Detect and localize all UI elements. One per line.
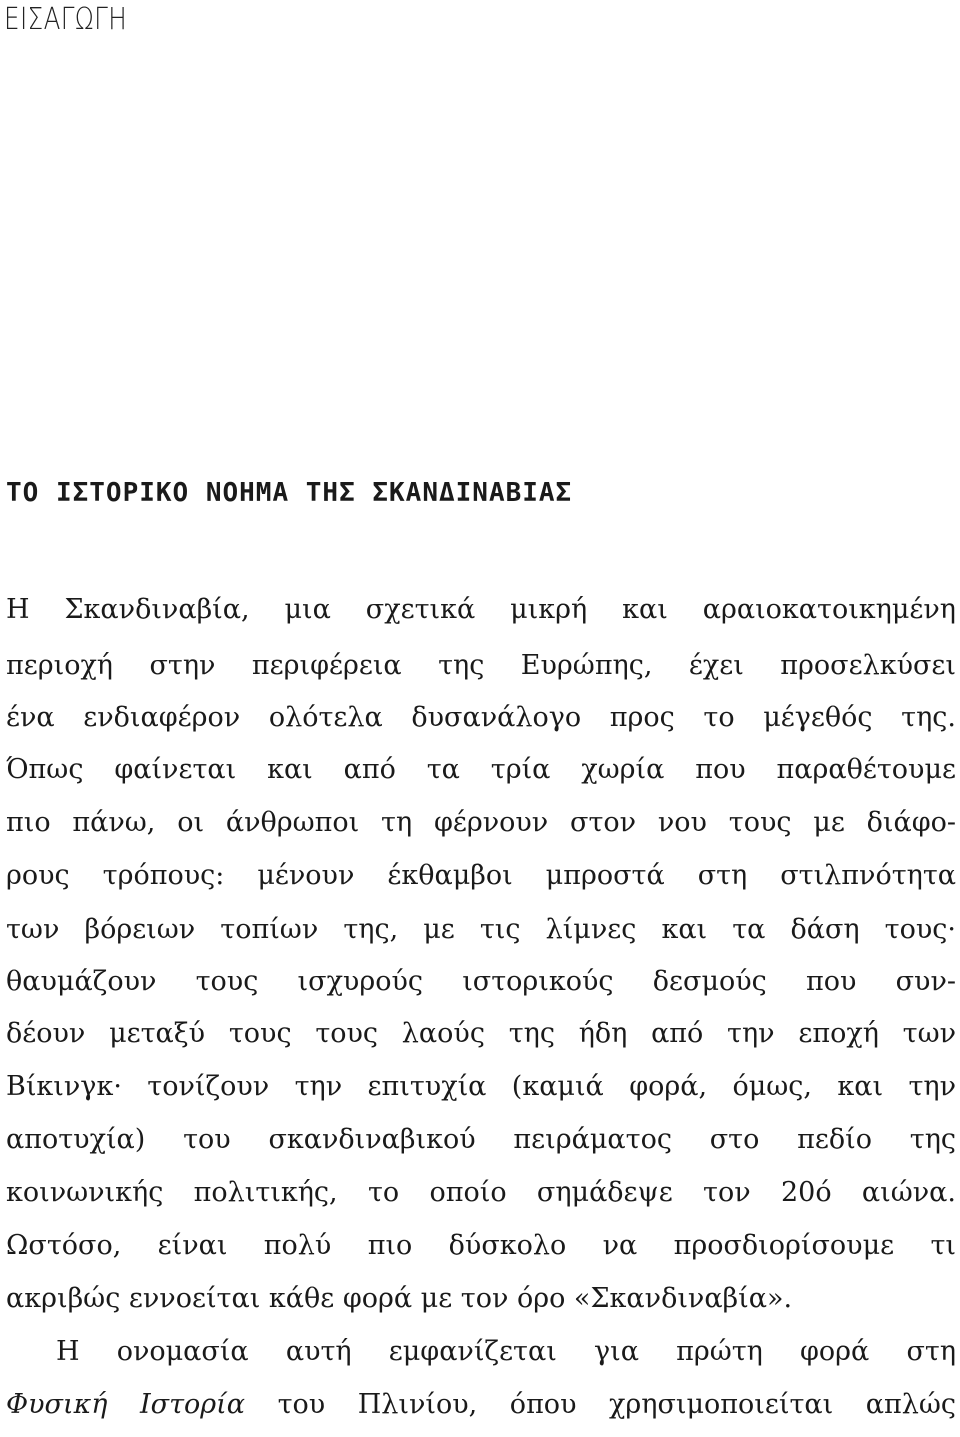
body-line: ρους τρόπους: μένουν έκθαμβοι μπροστά στη στιλπνότητα: [6, 860, 956, 891]
body-line-rest: του Πλινίου, όπου χρησιμοποιείται απλώς: [245, 1389, 956, 1420]
body-line: Ωστόσο, είναι πολύ πιο δύσκολο να προσδιορίσουμε τι: [6, 1230, 956, 1261]
body-line: ακριβώς εννοείται κάθε φορά με τον όρο «Σκανδιναβία».: [6, 1283, 793, 1314]
body-line-last: [6, 1385, 956, 1425]
book-title-italic: Φυσική Ιστορία: [6, 1389, 245, 1420]
body-line: των βόρειων τοπίων της, με τις λίμνες και τα δάση τους·: [6, 914, 956, 945]
body-line: αποτυχία) του σκανδιναβικού πειράματος στο πεδίο της: [6, 1124, 956, 1155]
body-line: ένα ενδιαφέρον ολότελα δυσανάλογο προς το μέγεθός της.: [6, 702, 956, 733]
body-line: πιο πάνω, οι άνθρωποι τη φέρνουν στον νου τους με διάφο-: [6, 807, 956, 838]
body-line: Η Σκανδιναβία, μια σχετικά μικρή και αραιοκατοικημένη: [6, 594, 956, 625]
body-line: Βίκινγκ· τονίζουν την επιτυχία (καμιά φορά, όμως, και την: [6, 1071, 956, 1102]
chapter-title: ΤΟ ΙΣΤΟΡΙΚΟ ΝΟΗΜΑ ΤΗΣ ΣΚΑΝΔΙΝΑΒΙΑΣ: [6, 478, 573, 508]
body-line: περιοχή στην περιφέρεια της Ευρώπης, έχει προσελκύσει: [6, 650, 956, 681]
body-line: κοινωνικής πολιτικής, το οποίο σημάδεψε τον 20ό αιώνα.: [6, 1177, 956, 1208]
body-line: Η ονομασία αυτή εμφανίζεται για πρώτη φορά στη: [56, 1336, 956, 1367]
running-head: ΕΙΣΑΓΩΓΗ: [4, 2, 128, 37]
body-line: δέουν μεταξύ τους τους λαούς της ήδη από την εποχή των: [6, 1018, 956, 1049]
body-line: Όπως φαίνεται και από τα τρία χωρία που παραθέτουμε: [6, 754, 956, 785]
body-line: θαυμάζουν τους ισχυρούς ιστορικούς δεσμούς που συν-: [6, 966, 956, 997]
